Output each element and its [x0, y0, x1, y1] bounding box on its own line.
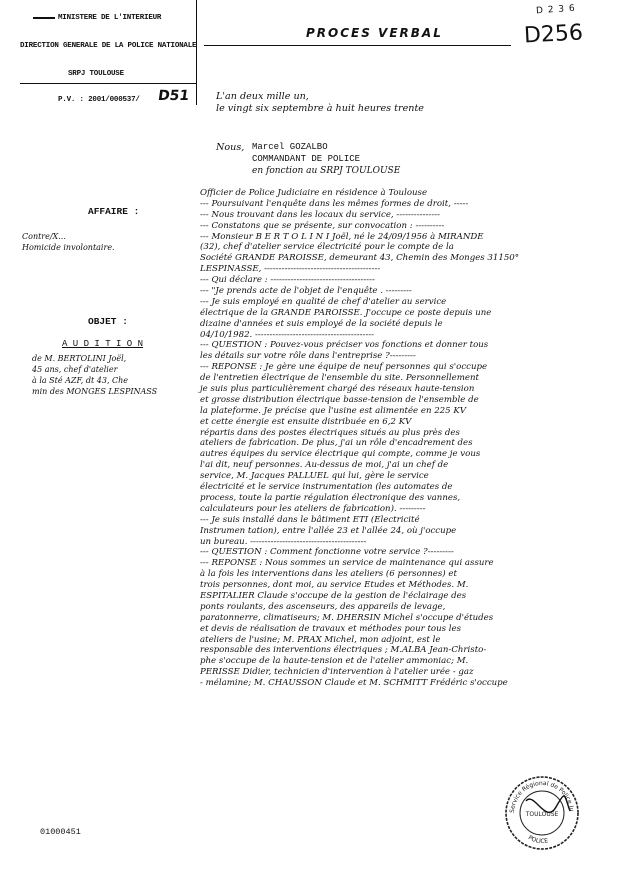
body-line: - mélamine; M. CHAUSSON Claude et M. SCHMITT Frédéric s'occupe: [200, 678, 508, 689]
body-line: autres équipes du service électrique qui compte, comme je vous: [200, 449, 481, 460]
body-line: je suis plus particulièrement chargé des réseaux haute-tension: [200, 384, 475, 395]
body-line: électricité et le service instrumentation (les automates de: [200, 482, 453, 493]
objet-line-3: à la Sté AZF, dt 43, Che: [32, 376, 129, 385]
stamp-center-text: TOULOUSE: [525, 811, 559, 818]
body-line: et grosse distribution électrique basse-tension de l'ensemble de: [200, 394, 479, 405]
title-rule: [204, 45, 511, 46]
body-line: --- QUESTION : Pouvez-vous préciser vos fonctions et donner tous: [200, 340, 489, 351]
body-text: [200, 188, 612, 689]
body-line: paratonnerre, climatiseurs; M. DHERSIN Michel s'occupe d'études: [200, 612, 494, 623]
body-line: --- REPONSE : Nous sommes un service de maintenance qui assure: [200, 558, 494, 569]
ministry-name: MINISTERE DE L'INTERIEUR: [58, 14, 162, 22]
header-decoration-line: [33, 17, 55, 19]
body-line: --- REPONSE : Je gère une équipe de neuf personnes qui s'occupe: [200, 362, 488, 373]
body-line: de l'entretien électrique de l'ensemble du site. Personnellement: [200, 373, 479, 384]
body-line: LESPINASSE, ----------------------------------------: [200, 264, 381, 275]
body-line: l'ai dit, neuf personnes. Au-dessus de moi, j'ai un chef de: [200, 460, 449, 471]
body-line: --- Constatons que se présente, sur convocation : ----------: [200, 220, 445, 231]
body-line: process, toute la partie régulation électronique des vannes,: [200, 492, 461, 503]
body-line: dizaine d'années et suis employé de la société depuis le: [200, 318, 443, 329]
body-line: --- Nous trouvant dans les locaux du service, ---------------: [200, 209, 440, 220]
page-title: PROCES VERBAL: [306, 26, 443, 40]
stamp-ring-text: Service Régional de Police Ju: [508, 779, 575, 814]
body-line: --- Qui déclare : ------------------------------------: [200, 275, 375, 286]
officer-name: Marcel GOZALBO: [252, 142, 328, 152]
body-line: 04/10/1982. -----------------------------------------: [200, 329, 375, 340]
doc-number-top-handwritten: D 2 3 6: [535, 3, 577, 17]
official-stamp: [500, 771, 584, 853]
body-line: --- Je suis employé en qualité de chef d'atelier au service: [200, 296, 447, 307]
body-line: PERISSE Didier, technicien d'intervention à l'atelier urée - gaz: [200, 667, 474, 678]
direction-name: DIRECTION GENERALE DE LA POLICE NATIONALE: [20, 42, 197, 50]
pv-number: P.V. : 2001/000537/: [58, 96, 140, 104]
body-line: Société GRANDE PAROISSE, demeurant 43, Chemin des Monges 31150°: [200, 253, 520, 264]
objet-label: OBJET :: [88, 316, 128, 327]
footer-code: 01000451: [40, 827, 81, 837]
srpj-name: SRPJ TOULOUSE: [68, 70, 124, 78]
body-line: trois personnes, dont moi, au service Etudes et Méthodes. M.: [200, 580, 469, 591]
body-line: --- QUESTION : Comment fonctionne votre service ?---------: [200, 547, 454, 558]
body-line: Officier de Police Judiciaire en résidence à Toulouse: [200, 188, 428, 198]
affaire-label: AFFAIRE :: [88, 206, 140, 217]
pv-handwritten: D51: [156, 88, 191, 104]
body-line: un bureau. ----------------------------------------: [200, 536, 367, 547]
body-line: ESPITALIER Claude s'occupe de la gestion de l'éclairage des: [200, 590, 467, 601]
date-line-2: le vingt six septembre à huit heures trente: [216, 103, 424, 114]
objet-line-1: de M. BERTOLINI Joël,: [32, 354, 127, 363]
body-line: ateliers de fabrication. De plus, j'ai un rôle d'encadrement des: [200, 438, 473, 449]
doc-number-handwritten: D256: [523, 20, 584, 49]
objet-title: A U D I T I O N: [62, 339, 144, 349]
body-line: Instrumen tation), entre l'allée 23 et l'allée 24, où j'occupe: [200, 525, 457, 536]
objet-line-2: 45 ans, chef d'atelier: [32, 365, 118, 374]
affaire-subject: Homicide involontaire.: [22, 243, 115, 252]
date-line-1: L'an deux mille un,: [216, 91, 309, 102]
svg-text:POLICE: [527, 834, 549, 845]
body-line: ateliers de l'usine; M. PRAX Michel, mon adjoint, est le: [200, 634, 441, 645]
officer-rank: COMMANDANT DE POLICE: [252, 154, 361, 164]
body-line: --- "Je prends acte de l'objet de l'enquête . ---------: [200, 286, 412, 297]
srpj-rule: [20, 83, 196, 84]
body-line: service, M. Jacques PALLUEL qui lui, gère le service: [200, 471, 429, 482]
body-line: --- Monsieur B E R T O L I N I Joël, né le 24/09/1956 à MIRANDE: [200, 231, 484, 242]
body-line: et devis de réalisation de travaux et méthodes pour tous les: [200, 623, 462, 634]
body-line: (32), chef d'atelier service électricité pour le compte de la: [200, 242, 454, 253]
body-line: ponts roulants, des ascenseurs, des appareils de levage,: [200, 601, 446, 612]
officer-function: en fonction au SRPJ TOULOUSE: [252, 166, 401, 176]
body-line: calculateurs pour les ateliers de fabrication). ---------: [200, 503, 426, 514]
body-line: --- Poursuivant l'enquête dans les mêmes formes de droit, -----: [200, 198, 469, 209]
body-line: et cette énergie est ensuite distribuée en 6,2 KV: [200, 416, 412, 427]
body-line: la plateforme. Je précise que l'usine est alimentée en 225 KV: [200, 405, 466, 416]
body-line: à la fois les interventions dans les ateliers (6 personnes) et: [200, 569, 457, 580]
stamp-bottom-text: POLICE: [526, 834, 549, 846]
body-line: répartis dans des postes électriques situés au plus près des: [200, 427, 460, 438]
affaire-parties: Contre/X...: [22, 232, 66, 241]
header-vertical-rule: [196, 0, 197, 105]
officer-intro: Nous,: [216, 142, 245, 153]
objet-line-4: min des MONGES LESPINASS: [32, 387, 158, 396]
body-line: phe s'occupe de la haute-tension et de l'atelier ammoniac; M.: [200, 656, 469, 667]
body-line: responsable des interventions électriques ; M.ALBA Jean-Christo-: [200, 645, 487, 656]
body-line: --- Je suis installé dans le bâtiment ETI (Electricité: [200, 514, 420, 525]
body-line: les détails sur votre rôle dans l'entreprise ?---------: [200, 351, 416, 362]
body-line: électrique de la GRANDE PAROISSE. J'occupe ce poste depuis une: [200, 307, 492, 318]
